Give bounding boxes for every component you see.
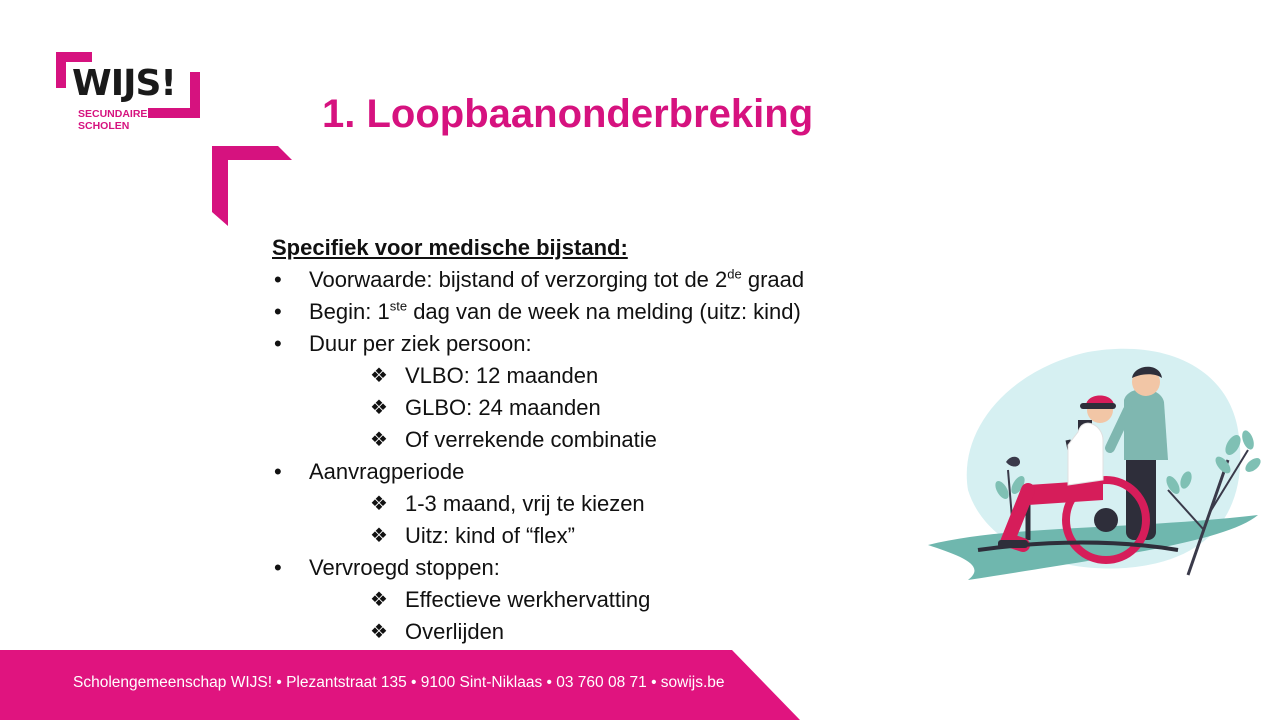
diamond-icon: ❖ — [370, 621, 388, 643]
stoppen-text: Vervroegd stoppen: — [309, 555, 500, 580]
diamond-icon: ❖ — [370, 365, 388, 387]
voorwaarde-post: graad — [741, 267, 805, 292]
sub-bullet-text: Overlijden — [405, 619, 505, 644]
logo-word: WIJS! — [72, 63, 176, 104]
begin-text: Begin: 1 — [309, 299, 390, 324]
diamond-icon: ❖ — [370, 525, 388, 547]
wijs-logo — [56, 52, 206, 142]
sub-bullet — [272, 584, 804, 616]
diamond-icon: ❖ — [370, 429, 388, 451]
sub-bullet — [272, 488, 804, 520]
footer-text: Scholengemeenschap WIJS! • Plezantstraat 135 • 9100 Sint-Niklaas • 03 760 08 71 • sowijs.be — [73, 674, 725, 691]
logo-sub-line1: SECUNDAIRE — [78, 108, 148, 120]
sub-bullet-text: VLBO: 12 maanden — [405, 363, 599, 388]
logo-subtitle — [78, 108, 147, 132]
sub-bullet — [272, 392, 804, 424]
bullet-dot: • — [274, 267, 282, 292]
sub-bullet — [272, 360, 804, 392]
sub-bullet-text: 1-3 maand, vrij te kiezen — [405, 491, 645, 516]
sub-bullet-text: GLBO: 24 maanden — [405, 395, 601, 420]
bullet-dot: • — [274, 331, 282, 356]
bullet-dot: • — [274, 459, 282, 484]
bullet-begin — [272, 296, 804, 328]
diamond-icon: ❖ — [370, 397, 388, 419]
logo-sub-line2: SCHOLEN — [78, 120, 130, 132]
bullet-aanvraag — [272, 456, 804, 488]
diamond-icon: ❖ — [370, 493, 388, 515]
diamond-icon: ❖ — [370, 589, 388, 611]
page-title: 1. Loopbaanonderbreking — [322, 92, 814, 136]
corner-bracket-icon — [212, 146, 294, 228]
bullet-dot: • — [274, 555, 282, 580]
sub-bullet — [272, 616, 804, 648]
bullet-dot: • — [274, 299, 282, 324]
logo-frame-bottom — [148, 108, 200, 118]
voorwaarde-text: Voorwaarde: bijstand of verzorging tot de 2 — [309, 267, 728, 292]
bullet-voorwaarde — [272, 264, 804, 296]
aanvraag-text: Aanvragperiode — [309, 459, 465, 484]
logo-frame-left — [56, 52, 66, 88]
bullet-duur — [272, 328, 804, 360]
wheelchair-illustration — [928, 340, 1268, 590]
sub-bullet-text: Uitz: kind of “flex” — [405, 523, 575, 548]
duur-text: Duur per ziek persoon: — [309, 331, 532, 356]
sub-bullet-text: Effectieve werkhervatting — [405, 587, 651, 612]
bullet-stoppen — [272, 552, 804, 584]
begin-sup: ste — [389, 298, 408, 314]
sub-bullet — [272, 424, 804, 456]
sub-bullet — [272, 520, 804, 552]
sub-bullet-text: Of verrekende combinatie — [405, 427, 657, 452]
begin-post: dag van de week na melding (uitz: kind) — [407, 299, 801, 324]
slide-content — [272, 232, 804, 648]
voorwaarde-sup: de — [727, 266, 742, 282]
content-heading: Specifiek voor medische bijstand: — [272, 235, 628, 260]
